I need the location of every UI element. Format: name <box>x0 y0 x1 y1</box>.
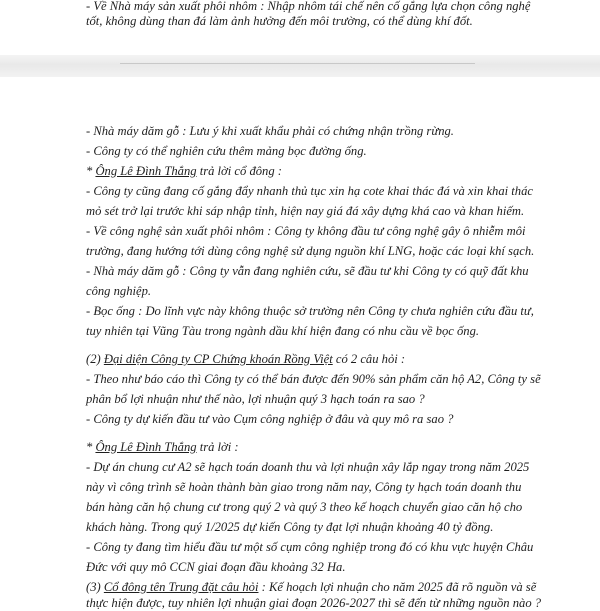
text-line: - Bọc ống : Do lĩnh vực này không thuộc sở trường nên Công ty chưa nghiên cứu đầu tư, <box>86 304 534 318</box>
previous-page-fragment <box>0 0 600 55</box>
text-line: - Nhà máy dăm gỗ : Lưu ý khi xuất khẩu phải có chứng nhận trồng rừng. <box>86 124 454 138</box>
text-line: thực hiện được, tuy nhiên lợi nhuận giai đoạn 2026-2027 thì sẽ đến từ những nguồn nào ? <box>86 596 542 610</box>
text-line: này vì công trình sẽ hoàn thành bàn giao trong năm nay, Công ty hạch toán doanh thu <box>86 480 522 494</box>
answer-heading: * Ông Lê Đình Thắng trả lời cổ đông : <box>86 164 282 178</box>
text-line: - Theo như báo cáo thì Công ty có thể bán được đến 90% sản phẩm căn hộ A2, Công ty sẽ <box>86 372 541 386</box>
text-line: khách hàng. Trong quý 1/2025 dự kiến Công ty đạt lợi nhuận khoảng 40 tỷ đồng. <box>86 520 494 534</box>
speaker-name: Ông Lê Đình Thắng <box>95 164 197 178</box>
text-line: tuy nhiên tại Vũng Tàu trong ngành dầu khí hiện đang có nhu cầu về bọc ống. <box>86 324 480 338</box>
text-line: - Về công nghệ sản xuất phôi nhôm : Công ty không đầu tư công nghệ gây ô nhiễm môi <box>86 224 526 238</box>
question-heading: (2) Đại diện Công ty CP Chứng khoán Rồng Việt có 2 câu hỏi : <box>86 352 406 366</box>
text-line: - Dự án chung cư A2 sẽ hạch toán doanh thu và lợi nhuận xây lắp ngay trong năm 2025 <box>86 460 530 474</box>
text-line: bán hàng căn hộ chung cư trong quý 2 và quý 3 theo kế hoạch chuyển giao căn hộ cho <box>86 500 523 514</box>
text-line: - Công ty cũng đang cố gắng đẩy nhanh thủ tục xin hạ cote khai thác đá và xin khai thác <box>86 184 533 198</box>
text-line: phân bổ lợi nhuận như thế nào, lợi nhuận quý 3 hạch toán ra sao ? <box>86 392 425 406</box>
text-line: trường, đang hướng tới dùng công nghệ sử dụng nguồn khí LNG, hoặc các loại khí sạch. <box>86 244 535 258</box>
speaker-name: Ông Lê Đình Thắng <box>95 440 197 454</box>
text-line: mỏ sét trở lại trước khi sáp nhập tỉnh, hiện nay giá đá xây dựng khá cao và khan hiếm. <box>86 204 525 218</box>
text-line: - Nhà máy dăm gỗ : Công ty vẫn đang nghiên cứu, sẽ đầu tư khi Công ty có quỹ đất khu <box>86 264 529 278</box>
text-line: công nghiệp. <box>86 284 152 298</box>
speaker-name: Cổ đông tên Trung đặt câu hỏi <box>103 580 259 594</box>
question-heading: (3) Cổ đông tên Trung đặt câu hỏi : Kế hoạch lợi nhuận cho năm 2025 đã rõ nguồn và sẽ <box>86 580 537 594</box>
text-line: - Công ty có thể nghiên cứu thêm mảng bọc đường ống. <box>86 144 367 158</box>
text-line: Đức với quy mô CCN giai đoạn đầu khoảng 32 Ha. <box>86 560 346 574</box>
document-page <box>0 77 600 610</box>
answer-heading: * Ông Lê Đình Thắng trả lời : <box>86 440 239 454</box>
organization-name: Đại diện Công ty CP Chứng khoán Rồng Việt <box>103 352 333 366</box>
text-line: - Công ty dự kiến đầu tư vào Cụm công nghiệp ở đâu và quy mô ra sao ? <box>86 412 454 426</box>
page-gap <box>0 55 600 77</box>
page-gap-line <box>120 63 475 64</box>
text-line: - Công ty đang tìm hiểu đầu tư một số cụm công nghiệp trong đó có khu vực huyện Châu <box>86 540 534 554</box>
text-line: - Về Nhà máy sản xuất phôi nhôm : Nhập nhôm tái chế nên cố gắng lựa chọn công nghệ <box>86 0 531 13</box>
text-line: tốt, không dùng than đá làm ảnh hưởng đến môi trường, có thể dùng khí đốt. <box>86 14 473 28</box>
